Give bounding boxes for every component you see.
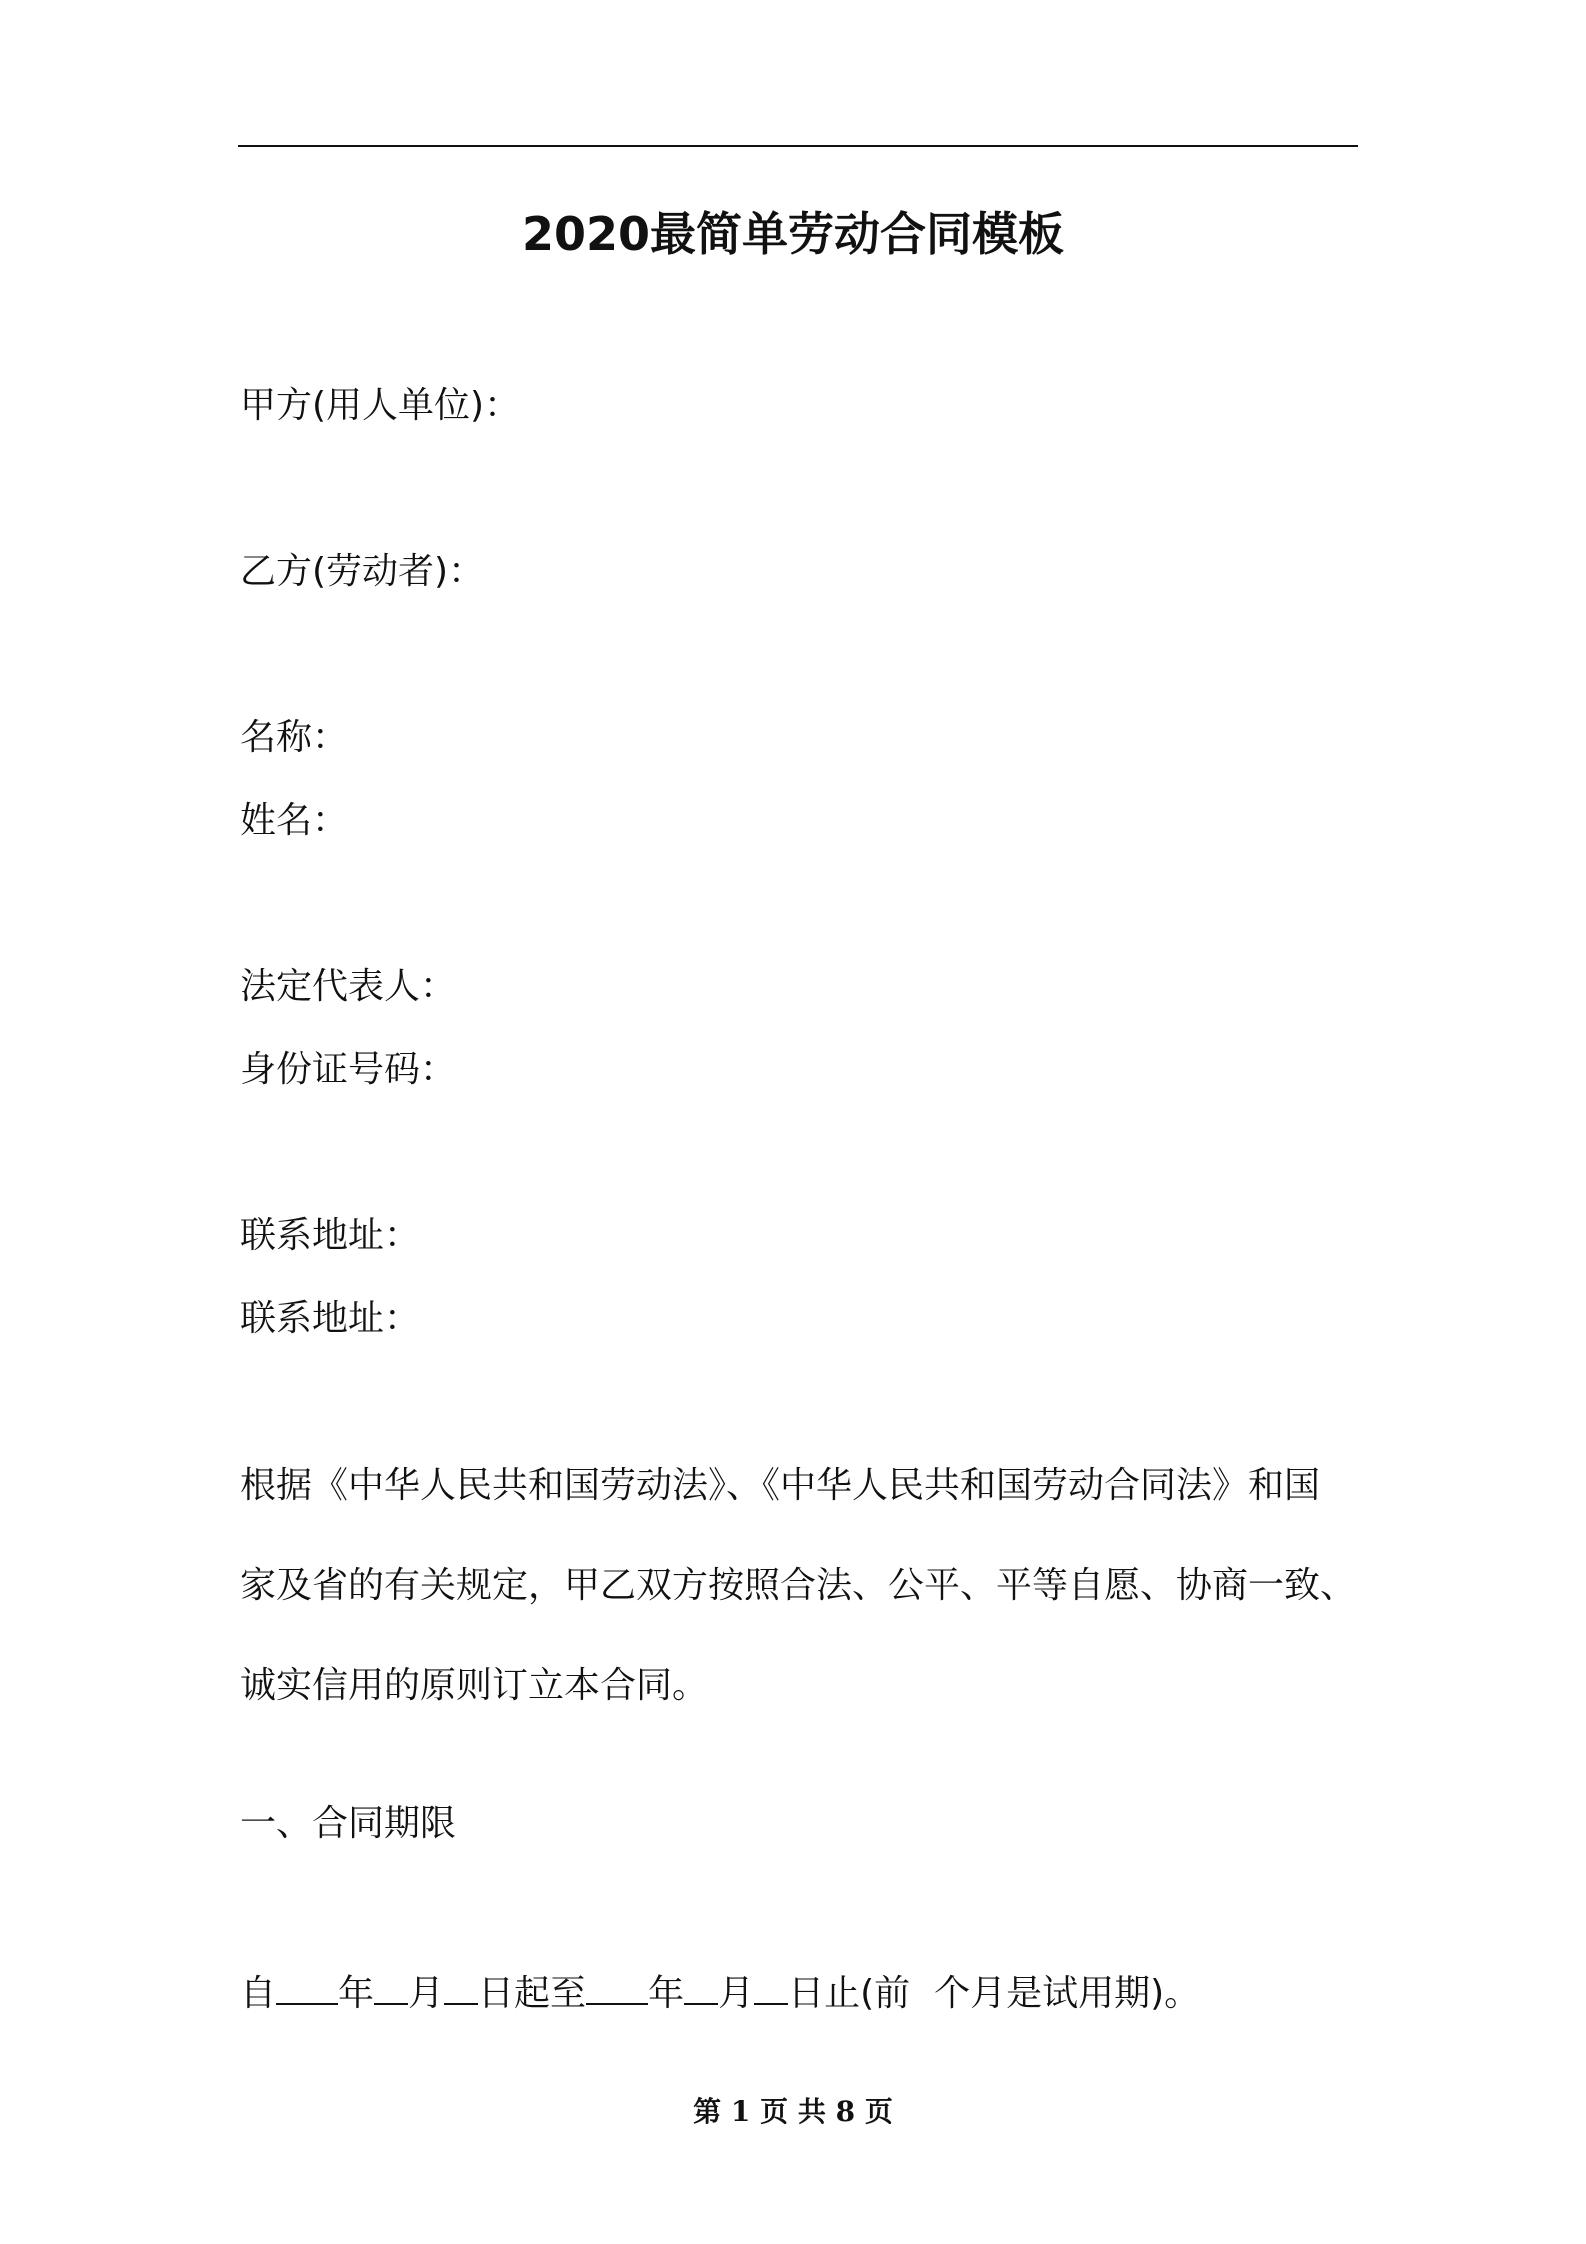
intro-line-1: 根据《中华人民共和国劳动法》、《中华人民共和国劳动合同法》和国 xyxy=(240,1465,1321,1506)
address-label-1: 联系地址： xyxy=(240,1215,421,1256)
contract-term-sentence xyxy=(240,1970,1200,2018)
party-a-label: 甲方(用人单位)： xyxy=(240,385,521,426)
page-footer: 第 1 页 共 8 页 xyxy=(693,2095,893,2128)
intro-paragraph xyxy=(240,1462,1370,1762)
term-probation: 个月是试用期)。 xyxy=(934,1973,1201,2014)
legal-representative-label: 法定代表人： xyxy=(240,966,457,1007)
term-month-1: 月 xyxy=(408,1973,445,2014)
org-name-label: 名称： xyxy=(240,717,349,758)
start-year-blank[interactable] xyxy=(276,1973,338,2005)
address-label-2: 联系地址： xyxy=(240,1298,421,1339)
intro-line-3: 诚实信用的原则订立本合同。 xyxy=(240,1665,709,1706)
term-year-2: 年 xyxy=(648,1973,685,2014)
end-year-blank[interactable] xyxy=(586,1973,648,2005)
end-month-blank[interactable] xyxy=(684,1973,718,2005)
header-rule xyxy=(238,145,1358,147)
end-day-blank[interactable] xyxy=(754,1973,788,2005)
start-day-blank[interactable] xyxy=(444,1973,478,2005)
document-title: 2020最简单劳动合同模板 xyxy=(521,207,1065,261)
term-year-1: 年 xyxy=(338,1973,375,2014)
term-day-start: 日起至 xyxy=(478,1973,587,2014)
term-month-2: 月 xyxy=(718,1973,755,2014)
id-number-label: 身份证号码： xyxy=(240,1049,457,1090)
intro-line-2: 家及省的有关规定，甲乙双方按照合法、公平、平等自愿、协商一致、 xyxy=(240,1565,1357,1606)
section-heading-contract-term: 一、合同期限 xyxy=(240,1803,457,1844)
party-b-label: 乙方(劳动者)： xyxy=(240,551,485,592)
term-day-end: 日止(前 xyxy=(788,1973,911,2014)
term-from: 自 xyxy=(240,1973,277,2014)
start-month-blank[interactable] xyxy=(374,1973,408,2005)
person-name-label: 姓名： xyxy=(240,800,349,841)
